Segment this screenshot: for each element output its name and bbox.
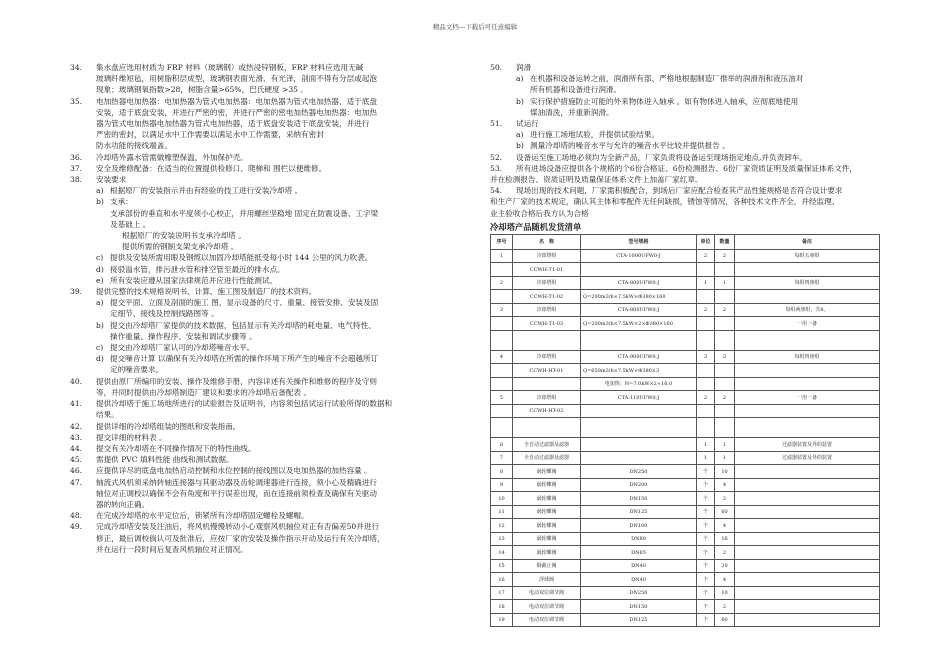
- item-39-d: d) 提交噪音计算 以确保有关冷却塔在所需的操作环境下所产生的噪音不会超越所订: [96, 354, 379, 364]
- item-50: 50. 润滑 a) 在机器和设备运转之前，润滑所有部、严格地根据制造厂推举的润滑剂和液压油对 所有机器和设备进行润滑。 b) 实行保护措施防止可能的外来物体进入轴承 。如有物体进入轴承，应彻底地使用 煤油清洗，并重新润滑。: [490, 62, 880, 118]
- table-cell: [735, 532, 880, 546]
- table-cell: 电动双位调节阀: [513, 613, 581, 627]
- table-cell: [735, 613, 880, 627]
- table-cell: [491, 377, 513, 391]
- table-cell: 16: [491, 573, 513, 587]
- table-cell: [735, 600, 880, 614]
- table-cell: 全自动过滤器及滤器: [513, 438, 581, 452]
- spec-item: 43. 提交详细的材料表 。: [70, 432, 167, 442]
- item-39: 39. 提供完整的技术规格说明书、计算、施工图及制造厂的技术资料。 a) 提交平面、立面及剖面的施工 图，显示设备的尺寸、重量、接管安排、安装及固 定细节、接线及控制线路图等 。 b) 提交由冷却塔厂家提供的技术数据，包括显示有关冷却塔的耗电量、电气特性、 操作重量、操作程序、安装和调试步骤等 。 c) 提交由冷却塔厂家认可的冷却塔噪音水平。 d) 提交噪音计算 以确保有关冷却塔在所需的操作环境下所产生的噪音不会超越所订 定的噪音要求。: [70, 286, 442, 376]
- spec-item-continuation: 并在运行一段时间后复查风机轴位对正情况。: [96, 544, 248, 554]
- spec-item-continuation: 玻璃纤维短毡，用树脂积层成型，玻璃钢表面光滑、有光泽，剖面不得有分层或起泡: [96, 74, 377, 84]
- table-cell: DN125: [581, 613, 697, 627]
- table-cell: [697, 377, 715, 391]
- item-38-b: b) 支承：: [96, 197, 133, 207]
- table-row: [491, 559, 880, 573]
- item-39-b: b) 提交由冷却塔厂家提供的技术数据，包括显示有关冷却塔的耗电量、电气特性、: [96, 320, 376, 330]
- spec-item-continuation: 器为管式电加热器电加热器为管式电加热器，适于底盘安装适于底盘安装，并进行: [96, 119, 370, 129]
- item-39-c: c) 提交由冷却塔厂家认可的冷却塔噪音水平。: [96, 343, 255, 353]
- col-header: 型号规格: [581, 234, 697, 249]
- item-38-b-extra-2: 提供所需的钢制支架支承冷却塔 。: [122, 242, 239, 252]
- table-cell: 1: [697, 276, 715, 290]
- table-cell: 14: [491, 546, 513, 560]
- table-cell: 11: [491, 505, 513, 519]
- table-cell: 1: [697, 438, 715, 452]
- table-cell: 个: [697, 600, 715, 614]
- table-cell: 10: [715, 586, 735, 600]
- table-cell: [581, 438, 697, 452]
- table-cell: DN125: [581, 505, 697, 519]
- spec-item-continuation: 轴位对正调校以确保不会有角度和平行误差出现，而在连接前须检查及确保有关驱动: [96, 488, 377, 498]
- table-cell: [735, 377, 880, 391]
- table-cell: 3: [715, 350, 735, 364]
- table-cell: 每组五座组: [735, 249, 880, 263]
- item-50-a: a) 在机器和设备运转之前，润滑所有部、严格地根据制造厂推举的润滑剂和液压油对: [516, 74, 804, 84]
- table-cell: [715, 290, 735, 304]
- table-cell: [581, 330, 697, 350]
- table-cell: CCWH-T1-01: [513, 263, 581, 277]
- table-cell: 每组四座组: [735, 350, 880, 364]
- table-cell: CTA-800UFW0-J: [581, 276, 697, 290]
- table-cell: [715, 404, 735, 418]
- table-cell: [513, 377, 581, 391]
- table-row: [491, 303, 880, 317]
- table-cell: 4: [715, 519, 735, 533]
- table-cell: 5: [491, 391, 513, 405]
- table-row: [491, 330, 880, 350]
- table-cell: [491, 290, 513, 304]
- table-cell: 4: [491, 350, 513, 364]
- table-cell: 冷却塔组: [513, 276, 581, 290]
- table-cell: 3: [491, 303, 513, 317]
- table-cell: [491, 317, 513, 331]
- table-cell: CTA-110UFW0-J: [581, 391, 697, 405]
- table-cell: 个: [697, 532, 715, 546]
- item-50-b: b) 实行保护措施防止可能的外来物体进入轴承 。如有物体进入轴承，应彻底地使用: [516, 96, 799, 106]
- table-cell: 2: [697, 303, 715, 317]
- item-38-c: c) 提供及安装所需用眼及钢缆以加固冷却塔能抵受每小时 144 公里的风力吹袭。: [96, 253, 373, 263]
- table-cell: 1: [715, 438, 735, 452]
- spec-items-40-49: [70, 376, 442, 555]
- col-header: 单位: [697, 234, 715, 249]
- table-row: [491, 418, 880, 438]
- table-cell: [735, 478, 880, 492]
- item-38-d: d) 接驳溢水管，排污泄水管和排空管至最近的排水点。: [96, 264, 285, 274]
- item-38-b-line-2: 及基础上 。: [110, 219, 151, 229]
- table-cell: 2: [715, 249, 735, 263]
- table-cell: 个: [697, 465, 715, 479]
- item-51-b: b) 测量冷却塔的噪音水平与允许的噪音水平比较并提供报告 。: [516, 141, 730, 151]
- spec-item-continuation: 等，并同时提供由冷却塔制造厂建议和要求的冷却塔后备配表 。: [96, 387, 312, 397]
- table-cell: [697, 330, 715, 350]
- table-cell: 6: [491, 438, 513, 452]
- table-row: [491, 532, 880, 546]
- table-cell: 过滤器装置及外的装置: [735, 438, 880, 452]
- table-cell: 每组四座组: [735, 276, 880, 290]
- item-38-details: [70, 185, 442, 286]
- table-cell: 涡轮蝶阀: [513, 505, 581, 519]
- table-cell: 2: [715, 600, 735, 614]
- col-header: 名 称: [513, 234, 581, 249]
- spec-items-34-38: [70, 62, 442, 185]
- spec-item: 42. 提供详细的冷却塔组装的图纸和安装指南。: [70, 421, 241, 431]
- table-cell: 全自动过滤器及滤器: [513, 451, 581, 465]
- table-cell: [581, 418, 697, 438]
- spec-item: 40. 提供由原厂所编印的安装、操作及维修手册，内容详述有关操作和维修的程序及守则: [70, 376, 377, 386]
- table-cell: 个: [697, 505, 715, 519]
- table-cell: [513, 330, 581, 350]
- table-cell: 60: [715, 505, 735, 519]
- item-38-a: a) 根据原厂的安装指示并由有经验的技工进行安装冷却塔 。: [96, 186, 303, 196]
- table-cell: CCWH-HT-01: [513, 364, 581, 378]
- table-cell: [735, 404, 880, 418]
- table-cell: CTA-900UFW0-J: [581, 350, 697, 364]
- table-cell: 一用一备: [735, 391, 880, 405]
- shipping-list-table: [490, 234, 880, 628]
- table-cell: 4: [715, 573, 735, 587]
- table-cell: Q=200m3/h×7.5kW×2×Φ380×160: [581, 317, 697, 331]
- table-row: [491, 600, 880, 614]
- table-cell: 9: [491, 478, 513, 492]
- table-row: [491, 586, 880, 600]
- spec-item: 37. 安全及维修配备：在适当的位置提供检修口、爬梯和 围栏以便维修。: [70, 163, 327, 173]
- table-cell: 冷却塔组: [513, 249, 581, 263]
- table-cell: DN150: [581, 600, 697, 614]
- spec-item-continuation: 修正，最后调校倘认可及批准后，应按厂家的安装及操作指示开动及运行有关冷却塔，: [96, 533, 385, 543]
- spec-item: 41. 提供冷却塔于施工场地所进行的试验报告及证明书，内容须包括试运行试验所得的数据和: [70, 399, 393, 409]
- table-row: [491, 519, 880, 533]
- table-cell: [491, 418, 513, 438]
- table-cell: 17: [491, 586, 513, 600]
- table-cell: 电加热：N=7.0kW×2+16.0: [581, 377, 697, 391]
- table-cell: DN250: [581, 465, 697, 479]
- item-38-b-line-1: 支承部份的垂直和水平度须小心校正，并用螺丝坚稳地 固定在防震设备、工字梁: [110, 208, 379, 218]
- table-cell: 12: [491, 519, 513, 533]
- table-cell: 7: [491, 451, 513, 465]
- table-cell: [697, 317, 715, 331]
- table-cell: [735, 559, 880, 573]
- table-cell: [491, 263, 513, 277]
- table-cell: 铜截止阀: [513, 559, 581, 573]
- table-row: [491, 249, 880, 263]
- table-cell: 冷却塔组: [513, 303, 581, 317]
- table-row: [491, 573, 880, 587]
- table-cell: CCWH-T1-03: [513, 317, 581, 331]
- table-row: [491, 317, 880, 331]
- spec-item-continuation: 结果。: [96, 410, 119, 420]
- table-cell: 个: [697, 559, 715, 573]
- table-row: [491, 391, 880, 405]
- table-cell: 涡轮蝶阀: [513, 532, 581, 546]
- table-cell: 2: [697, 391, 715, 405]
- table-cell: 涡轮蝶阀: [513, 492, 581, 506]
- table-cell: 电动双位调节阀: [513, 600, 581, 614]
- table-cell: [735, 330, 880, 350]
- table-cell: [735, 418, 880, 438]
- table-cell: [697, 290, 715, 304]
- table-cell: [735, 290, 880, 304]
- table-cell: DN40: [581, 573, 697, 587]
- table-cell: [715, 377, 735, 391]
- table-header-row: [491, 234, 880, 249]
- right-column: [490, 62, 880, 627]
- table-cell: 20: [715, 559, 735, 573]
- table-cell: [697, 404, 715, 418]
- table-cell: DN200: [581, 478, 697, 492]
- table-cell: [715, 364, 735, 378]
- table-cell: 个: [697, 519, 715, 533]
- table-row: [491, 478, 880, 492]
- shipping-list-title: 冷却塔产品随机发货清单: [490, 221, 582, 232]
- table-cell: 16: [715, 532, 735, 546]
- table-cell: 2: [697, 249, 715, 263]
- table-cell: 2: [715, 492, 735, 506]
- table-cell: 8: [491, 465, 513, 479]
- table-cell: DN40: [581, 559, 697, 573]
- table-cell: [735, 586, 880, 600]
- table-cell: [735, 465, 880, 479]
- table-cell: [513, 418, 581, 438]
- table-cell: [735, 492, 880, 506]
- spec-item-continuation: 器的转向正确。: [96, 499, 150, 509]
- spec-item: 48. 在完成冷却塔的水平定位后，锁紧所有冷却塔固定螺栓及螺帽。: [70, 511, 309, 521]
- left-column: [70, 62, 442, 555]
- table-cell: DN100: [581, 519, 697, 533]
- table-row: [491, 350, 880, 364]
- table-cell: 个: [697, 546, 715, 560]
- table-row: [491, 377, 880, 391]
- table-cell: CCWH-HT-02: [513, 404, 581, 418]
- spec-item: 36. 冷却塔外露水管需做橡塑保温，外加保护壳。: [70, 152, 248, 162]
- spec-item-continuation: 防水功能的接线端盖。: [96, 141, 172, 151]
- table-cell: 2: [715, 391, 735, 405]
- table-cell: [697, 263, 715, 277]
- table-cell: DN250: [581, 586, 697, 600]
- item-53: 53. 所有进场设备应提供各个规格的个6份合格证、6份检测报告、6份厂家资质证明及质量保证体系文件， 并在检测报告、资质证明及质量保证体系文件上加盖厂家红章。: [490, 163, 858, 185]
- table-cell: [581, 404, 697, 418]
- table-cell: [491, 330, 513, 350]
- table-cell: 涡轮蝶阀: [513, 546, 581, 560]
- table-cell: 电动双位调节阀: [513, 586, 581, 600]
- table-row: [491, 438, 880, 452]
- col-header: 数量: [715, 234, 735, 249]
- table-cell: 1: [697, 451, 715, 465]
- spec-item: 45. 需提供 PVC 填料性能 曲线和测试数据。: [70, 455, 234, 465]
- table-cell: Q=650m3/h×7.5kW×Φ380×3: [581, 364, 697, 378]
- table-cell: [697, 364, 715, 378]
- table-row: [491, 465, 880, 479]
- table-cell: 冷却塔组: [513, 350, 581, 364]
- table-cell: 涡轮蝶阀: [513, 465, 581, 479]
- table-cell: 一用一备: [735, 317, 880, 331]
- table-cell: 个: [697, 492, 715, 506]
- table-row: [491, 364, 880, 378]
- spec-item-continuation: 现象；玻璃钢氧指数>28，树脂含量>65%，巴氏硬度 >35 。: [96, 85, 308, 95]
- table-cell: 10: [491, 492, 513, 506]
- table-cell: 1: [491, 249, 513, 263]
- table-cell: DN80: [581, 532, 697, 546]
- table-cell: DN150: [581, 492, 697, 506]
- spec-item: 34. 集水盘应选用材质为 FRP 材料（玻璃钢）或热浸锌钢板，FRP 材料应选用无碱: [70, 63, 364, 72]
- item-51: 51. 试运行 a) 进行施工场地试验，并提供试验结果。 b) 测量冷却塔的噪音水平与允许的噪音水平比较并提供报告 。: [490, 118, 880, 152]
- table-cell: 每组两座组，共8。: [735, 303, 880, 317]
- table-cell: CTA-800UFW0-J: [581, 303, 697, 317]
- table-cell: 个: [697, 573, 715, 587]
- table-cell: [735, 263, 880, 277]
- table-cell: 10: [715, 465, 735, 479]
- table-cell: [491, 364, 513, 378]
- table-cell: 个: [697, 613, 715, 627]
- spec-item: 38. 安装要求: [70, 175, 127, 185]
- table-cell: DN65: [581, 546, 697, 560]
- item-54: 54. 现场出现的技术问题，厂家需积极配合，到场后厂家应配合检查其产品性能规格是否符合设计要求 和生产厂家的技术规定，确认其主体和零配件无任何缺损，锈蚀等情况，各种技术文件齐全，并经监理、 业主验收合格后我方认为合格: [490, 186, 843, 218]
- item-39-a: a) 提交平面、立面及剖面的施工 图，显示设备的尺寸、重量、接管安排、安装及固: [96, 298, 379, 308]
- table-cell: 2: [491, 276, 513, 290]
- table-cell: 2: [715, 303, 735, 317]
- table-row: [491, 263, 880, 277]
- spec-item: 35. 电加热器电加热器：电加热器为管式电加热器：电加热器为管式电加热器，适于底盘: [70, 96, 377, 106]
- table-row: [491, 404, 880, 418]
- spec-item: 46. 应提供详尽的底盘电加热启动控制和水位控制的接线图以及电加热器的加热容量 。: [70, 466, 372, 476]
- table-cell: 18: [491, 600, 513, 614]
- table-row: [491, 505, 880, 519]
- table-cell: [735, 519, 880, 533]
- spec-item-continuation: 安装，适于底盘安装，并进行严密的密，并进行严密的密电加热器电加热器：电加热: [96, 107, 377, 117]
- table-cell: 过滤器装置及外的装置: [735, 451, 880, 465]
- page-header-note: 精品文档---下载后可任意编辑: [432, 23, 518, 31]
- table-cell: 19: [491, 613, 513, 627]
- table-cell: 4: [715, 478, 735, 492]
- table-cell: [581, 451, 697, 465]
- table-row: [491, 546, 880, 560]
- table-row: [491, 492, 880, 506]
- table-row: [491, 613, 880, 627]
- table-row: [491, 451, 880, 465]
- spec-item-continuation: 严密的密封，以满足水中工作需要以满足水中工作需要，采纳有密封: [96, 130, 324, 140]
- spec-item: 47. 轴流式风机须采纳转轴连接器与其驱动器及齿轮调速器进行连接，须小心及精确进行: [70, 477, 377, 487]
- item-38-e: e) 所有安装应遵从国家法律规范并应进行性能测试。: [96, 275, 278, 285]
- table-cell: 13: [491, 532, 513, 546]
- table-cell: [715, 263, 735, 277]
- table-cell: 60: [715, 613, 735, 627]
- item-51-a: a) 进行施工场地试验，并提供试验结果。: [516, 130, 660, 140]
- item-52: 52. 设备运至施工场地必须均为全新产品，厂家负责将设备运至现场指定地点,并负责卸车。: [490, 152, 807, 162]
- table-row: [491, 290, 880, 304]
- table-cell: [715, 330, 735, 350]
- table-cell: [715, 317, 735, 331]
- table-cell: [697, 418, 715, 438]
- table-cell: CTA-1000UFW0-J: [581, 249, 697, 263]
- table-cell: [715, 418, 735, 438]
- table-cell: Q=200m3/h×7.5kW×Φ380×160: [581, 290, 697, 304]
- table-cell: 个: [697, 586, 715, 600]
- table-cell: 1: [715, 451, 735, 465]
- table-cell: [491, 404, 513, 418]
- table-cell: 个: [697, 478, 715, 492]
- table-cell: [735, 546, 880, 560]
- item-38-b-extra-1: 根据原厂的安装说明书支承冷却塔 。: [122, 231, 246, 241]
- table-cell: 冷却塔组: [513, 391, 581, 405]
- table-cell: 涡轮蝶阀: [513, 478, 581, 492]
- table-cell: [735, 573, 880, 587]
- table-cell: [581, 263, 697, 277]
- table-cell: 3: [697, 350, 715, 364]
- table-cell: 2: [715, 546, 735, 560]
- table-cell: 浮球阀: [513, 573, 581, 587]
- table-cell: [735, 505, 880, 519]
- col-header: 备注: [735, 234, 880, 249]
- spec-item: 44. 提交有关冷却塔在不同操作情况下的特性曲线。: [70, 443, 256, 453]
- table-cell: 1: [715, 276, 735, 290]
- table-cell: [735, 364, 880, 378]
- table-cell: 15: [491, 559, 513, 573]
- table-cell: 涡轮蝶阀: [513, 519, 581, 533]
- table-cell: CCWH-T1-02: [513, 290, 581, 304]
- col-header: 序号: [491, 234, 513, 249]
- table-row: [491, 276, 880, 290]
- spec-item: 49. 完成冷却塔安装及注油后，将风机慢慢转动小心观察风机轴位对正有否偏差50并进行: [70, 522, 380, 532]
